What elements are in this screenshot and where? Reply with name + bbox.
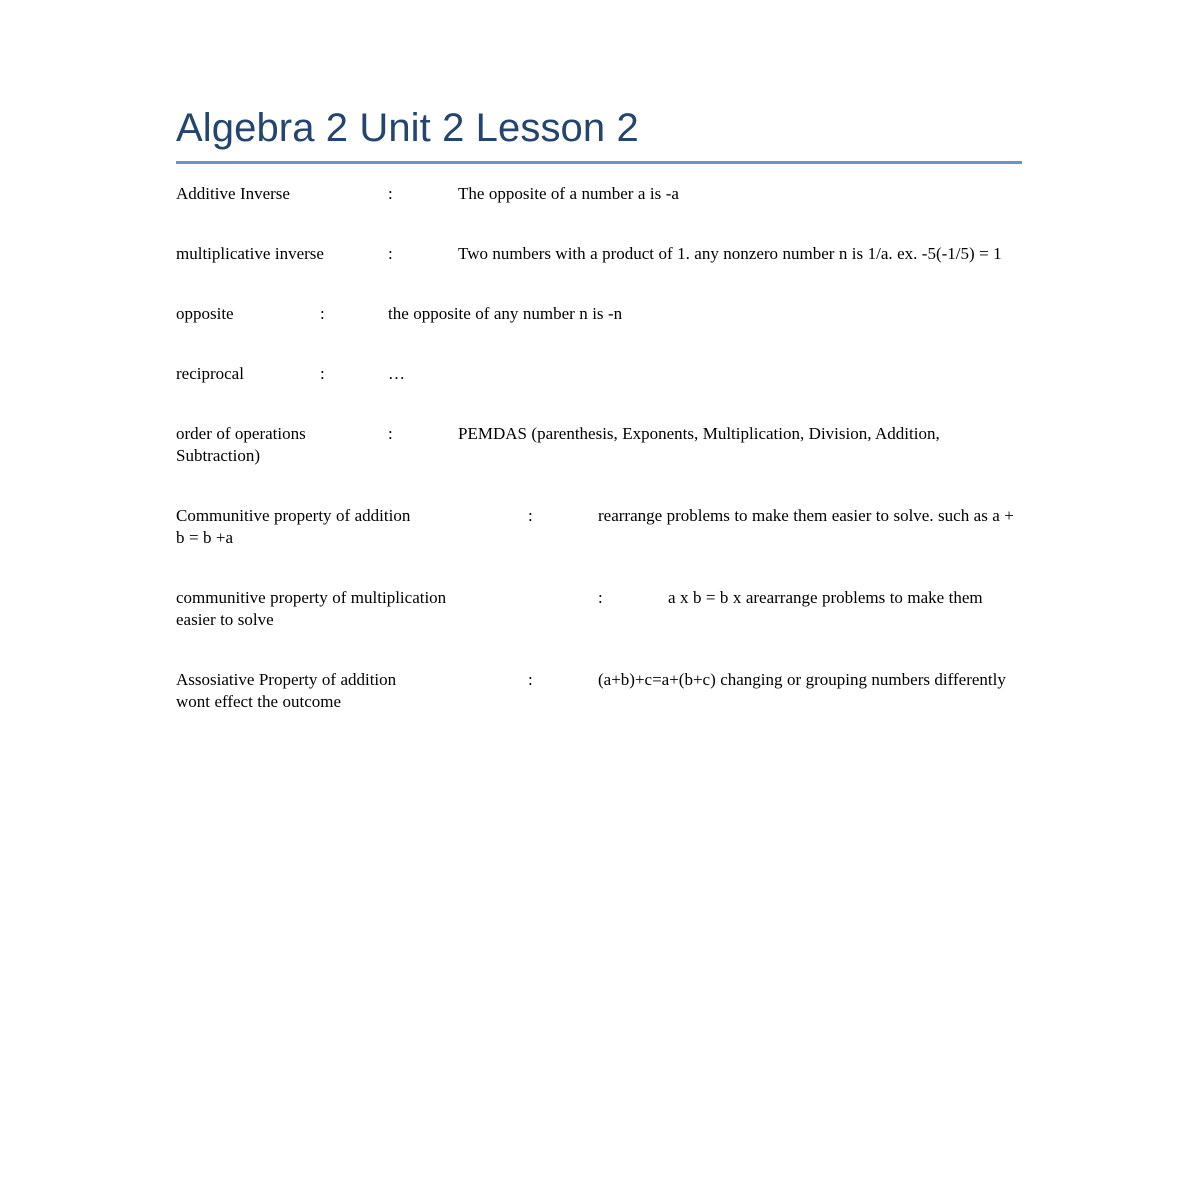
title-block bbox=[176, 104, 1022, 164]
glossary-definition: a x b = b x arearrange problems to make them easier to solve bbox=[176, 588, 983, 629]
glossary-definition: the opposite of any number n is -n bbox=[388, 304, 623, 323]
glossary-separator: : bbox=[320, 364, 325, 383]
glossary-term: reciprocal bbox=[176, 364, 244, 383]
glossary-separator: : bbox=[320, 304, 325, 323]
glossary-term: multiplicative inverse bbox=[176, 244, 324, 263]
glossary-separator: : bbox=[528, 506, 533, 525]
title-underline-rule bbox=[176, 161, 1022, 164]
glossary-term: Assosiative Property of addition bbox=[176, 670, 397, 689]
glossary-separator: : bbox=[388, 424, 393, 443]
glossary-term: opposite bbox=[176, 304, 234, 323]
glossary-list bbox=[176, 183, 1016, 713]
glossary-entry bbox=[176, 505, 1016, 549]
glossary-definition: rearrange problems to make them easier to solve. such as a + b = b +a bbox=[176, 506, 1014, 547]
glossary-entry bbox=[176, 423, 1016, 467]
glossary-entry bbox=[176, 243, 1016, 265]
glossary-separator: : bbox=[528, 670, 533, 689]
glossary-definition: PEMDAS (parenthesis, Exponents, Multiplication, Division, Addition, Subtraction) bbox=[176, 424, 940, 465]
glossary-entry bbox=[176, 183, 1016, 205]
glossary-separator: : bbox=[388, 184, 393, 203]
glossary-separator: : bbox=[598, 588, 603, 607]
glossary-definition: Two numbers with a product of 1. any nonzero number n is 1/a. ex. -5(-1/5) = 1 bbox=[458, 244, 1002, 263]
glossary-term: communitive property of multiplication bbox=[176, 588, 447, 607]
page-title: Algebra 2 Unit 2 Lesson 2 bbox=[176, 106, 639, 150]
glossary-entry bbox=[176, 669, 1016, 713]
glossary-definition: The opposite of a number a is -a bbox=[458, 184, 679, 203]
glossary-definition: (a+b)+c=a+(b+c) changing or grouping numbers differently wont effect the outcome bbox=[176, 670, 1006, 711]
glossary-entry bbox=[176, 587, 1016, 631]
glossary-term: Additive Inverse bbox=[176, 184, 290, 203]
glossary-entry bbox=[176, 363, 1016, 385]
glossary-entry bbox=[176, 303, 1016, 325]
glossary-term: order of operations bbox=[176, 424, 306, 443]
glossary-term: Communitive property of addition bbox=[176, 506, 411, 525]
glossary-separator: : bbox=[388, 244, 393, 263]
glossary-definition: … bbox=[388, 364, 405, 383]
